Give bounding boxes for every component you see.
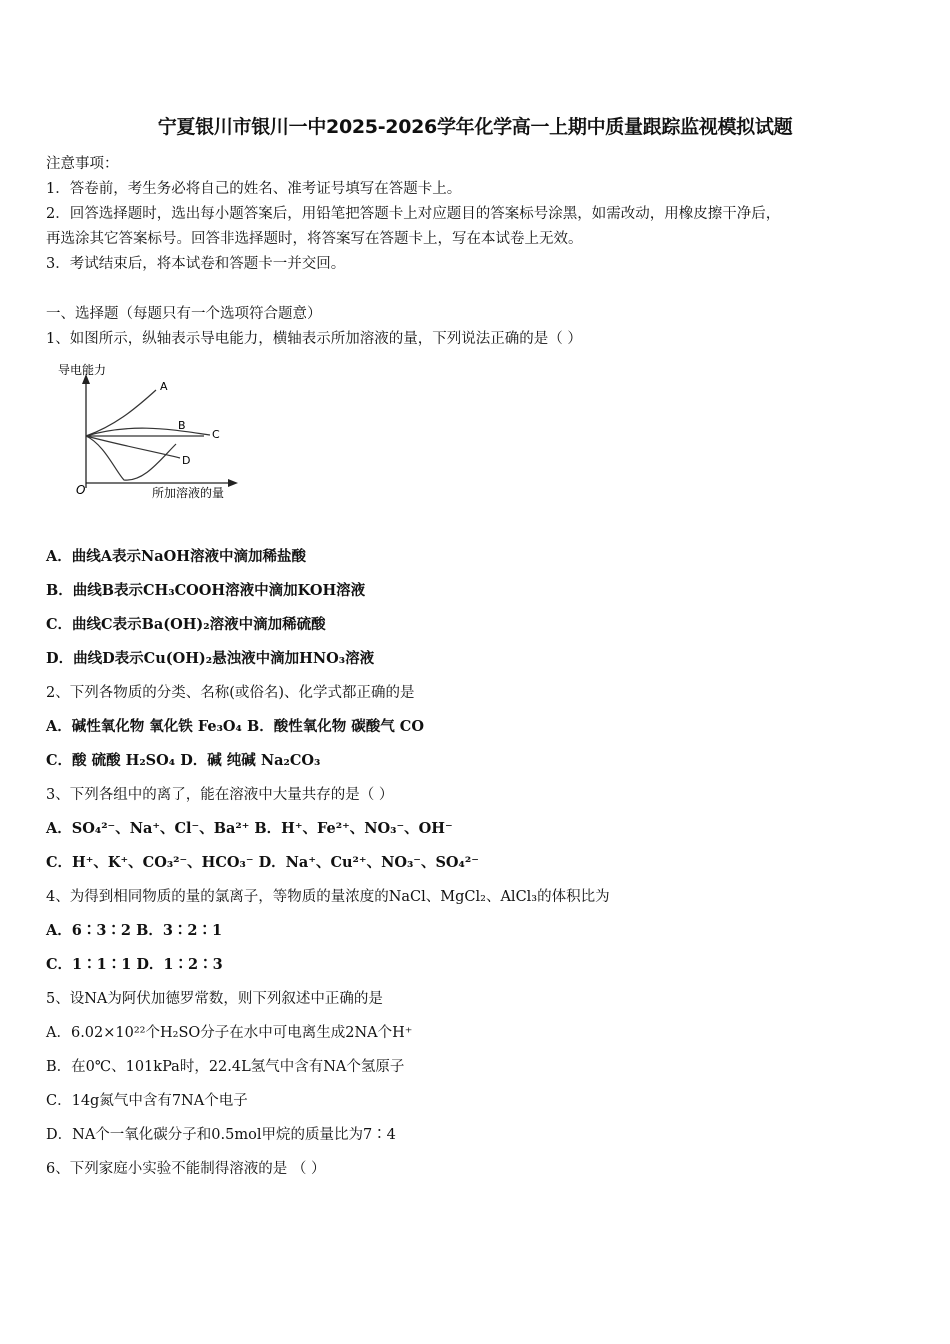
question-5-stem: 5、设NA为阿伏加德罗常数，则下列叙述中正确的是 xyxy=(46,991,383,1007)
notice-heading: 注意事项： xyxy=(46,156,119,172)
curve-B-label: B xyxy=(178,419,186,432)
x-axis-label: 所加溶液的量 xyxy=(152,486,225,500)
page-title: 宁夏银川市银川一中2025-2026学年化学高一上期中质量跟踪监视模拟试题 xyxy=(157,116,793,138)
q3-options-cd: C．H⁺、K⁺、CO₃²⁻、HCO₃⁻ D．Na⁺、Cu²⁺、NO₃⁻、SO₄²⁻ xyxy=(46,854,479,871)
q5-option-b: B．在0℃、101kPa时，22.4L氢气中含有NA个氢原子 xyxy=(46,1059,405,1075)
q5-option-c: C．14g氮气中含有7NA个电子 xyxy=(46,1093,248,1109)
q2-options-cd: C．酸 硫酸 H₂SO₄ D．碱 纯碱 Na₂CO₃ xyxy=(46,752,321,769)
q3-options-ab: A．SO₄²⁻、Na⁺、Cl⁻、Ba²⁺ B．H⁺、Fe²⁺、NO₃⁻、OH⁻ xyxy=(46,820,453,837)
q2-options-ab: A．碱性氧化物 氧化铁 Fe₃O₄ B．酸性氧化物 碳酸气 CO xyxy=(46,718,424,735)
curve-A-label: A xyxy=(160,380,168,393)
notice-item: 再选涂其它答案标号。回答非选择题时，将答案写在答题卡上，写在本试卷上无效。 xyxy=(46,231,583,247)
q1-option-a: A．曲线A表示NaOH溶液中滴加稀盐酸 xyxy=(46,548,306,565)
notice-item: 1．答卷前，考生务必将自己的姓名、准考证号填写在答题卡上。 xyxy=(46,181,462,197)
q1-option-c: C．曲线C表示Ba(OH)₂溶液中滴加稀硫酸 xyxy=(46,616,326,633)
question-6-stem: 6、下列家庭小实验不能制得溶液的是 （ ） xyxy=(46,1161,326,1177)
q4-options-cd: C．1∶1∶1 D．1∶2∶3 xyxy=(46,956,223,973)
section-heading: 一、选择题（每题只有一个选项符合题意） xyxy=(46,306,322,322)
curve-D-label: D xyxy=(182,454,191,467)
q1-option-d: D．曲线D表示Cu(OH)₂悬浊液中滴加HNO₃溶液 xyxy=(46,650,375,667)
question-3-stem: 3、下列各组中的离了，能在溶液中大量共存的是（ ） xyxy=(46,787,394,803)
origin-label: O xyxy=(76,483,86,497)
curve-C-label: C xyxy=(212,428,220,441)
notice-item: 3．考试结束后，将本试卷和答题卡一并交回。 xyxy=(46,256,346,272)
curve-C xyxy=(86,428,210,436)
x-axis-arrow xyxy=(228,479,238,487)
y-axis-label: 导电能力 xyxy=(58,363,107,377)
question-4-stem: 4、为得到相同物质的量的氯离子，等物质的量浓度的NaCl、MgCl₂、AlCl₃的体积比为 xyxy=(46,889,610,905)
q4-options-ab: A．6∶3∶2 B．3∶2∶1 xyxy=(46,922,223,939)
q1-option-b: B．曲线B表示CH₃COOH溶液中滴加KOH溶液 xyxy=(46,582,366,599)
question-2-stem: 2、下列各物质的分类、名称(或俗名)、化学式都正确的是 xyxy=(46,685,415,701)
question-1-stem: 1、如图所示，纵轴表示导电能力，横轴表示所加溶液的量，下列说法正确的是（ ） xyxy=(46,331,582,347)
q5-option-a: A．6.02×10²²个H₂SO分子在水中可电离生成2NA个H⁺ xyxy=(46,1025,413,1041)
curve-D xyxy=(86,436,176,480)
conductivity-chart xyxy=(44,360,244,505)
q5-option-d: D．NA个一氧化碳分子和0.5mol甲烷的质量比为7∶4 xyxy=(46,1127,396,1143)
notice-item: 2．回答选择题时，选出每小题答案后，用铅笔把答题卡上对应题目的答案标号涂黑，如需改动，用橡皮擦干净后， xyxy=(46,206,781,222)
